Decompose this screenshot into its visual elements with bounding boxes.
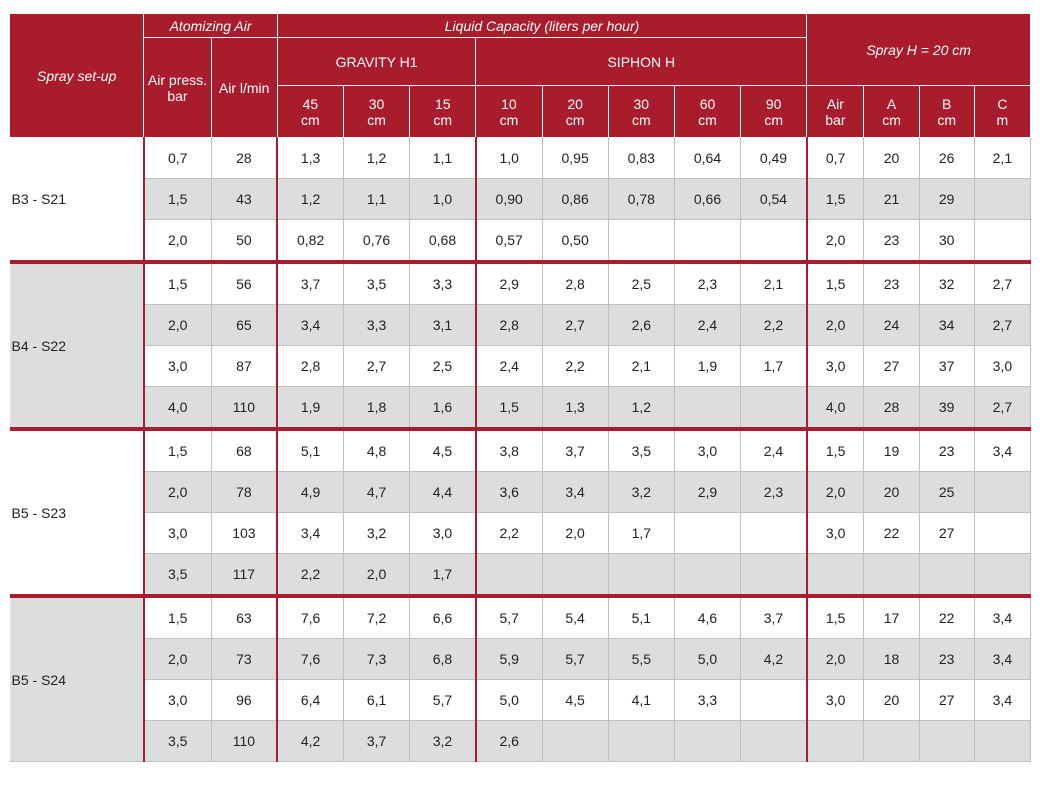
table-cell: 3,0	[410, 513, 476, 554]
table-row	[10, 179, 1031, 220]
table-cell: 4,0	[144, 387, 211, 430]
table-cell: 2,1	[974, 138, 1030, 179]
table-cell: 2,7	[974, 305, 1030, 346]
table-cell: 103	[211, 513, 277, 554]
header-subcolumn: A cm	[864, 86, 919, 138]
group-label: B4 - S22	[10, 262, 144, 429]
table-cell	[741, 680, 807, 721]
table-cell	[542, 721, 608, 762]
table-cell: 5,4	[542, 596, 608, 639]
table-cell: 29	[919, 179, 974, 220]
table-cell: 5,7	[476, 596, 542, 639]
table-cell: 0,86	[542, 179, 608, 220]
table-cell: 3,5	[608, 429, 674, 472]
table-cell	[807, 721, 864, 762]
table-cell: 2,0	[343, 554, 409, 597]
header-subcolumn: 20 cm	[542, 86, 608, 138]
table-cell	[919, 721, 974, 762]
header-subcolumn: B cm	[919, 86, 974, 138]
table-cell: 25	[919, 472, 974, 513]
table-cell: 2,8	[542, 262, 608, 305]
table-cell	[741, 554, 807, 597]
table-cell: 4,2	[741, 639, 807, 680]
table-cell	[974, 721, 1030, 762]
table-cell	[542, 554, 608, 597]
table-cell	[608, 721, 674, 762]
table-cell: 3,2	[410, 721, 476, 762]
table-cell: 18	[864, 639, 919, 680]
header-subcolumn: 15 cm	[410, 86, 476, 138]
table-cell: 2,9	[674, 472, 740, 513]
header-subcolumn: 60 cm	[674, 86, 740, 138]
table-cell: 3,0	[144, 513, 211, 554]
table-cell: 2,3	[741, 472, 807, 513]
table-cell: 2,6	[476, 721, 542, 762]
table-cell: 2,8	[476, 305, 542, 346]
table-cell: 2,1	[608, 346, 674, 387]
table-cell	[674, 387, 740, 430]
table-cell: 6,4	[277, 680, 343, 721]
group-label: B5 - S24	[10, 596, 144, 762]
table-cell: 2,5	[608, 262, 674, 305]
table-cell: 2,3	[674, 262, 740, 305]
table-cell: 1,2	[277, 179, 343, 220]
table-cell: 1,2	[343, 138, 409, 179]
table-cell	[674, 554, 740, 597]
table-cell: 4,5	[410, 429, 476, 472]
table-body	[10, 138, 1031, 762]
table-cell: 1,9	[674, 346, 740, 387]
table-cell: 3,1	[410, 305, 476, 346]
table-cell: 0,49	[741, 138, 807, 179]
table-cell: 96	[211, 680, 277, 721]
table-row	[10, 220, 1031, 263]
table-cell: 23	[864, 220, 919, 263]
table-cell: 2,7	[974, 387, 1030, 430]
table-cell	[741, 387, 807, 430]
header-subcolumn: 30 cm	[608, 86, 674, 138]
table-cell: 1,3	[277, 138, 343, 179]
table-row	[10, 680, 1031, 721]
table-cell: 6,6	[410, 596, 476, 639]
table-cell: 2,0	[144, 472, 211, 513]
table-cell: 0,66	[674, 179, 740, 220]
table-cell: 0,7	[144, 138, 211, 179]
table-row	[10, 429, 1031, 472]
table-cell: 5,7	[410, 680, 476, 721]
table-row	[10, 472, 1031, 513]
table-cell: 28	[864, 387, 919, 430]
table-cell: 1,5	[144, 262, 211, 305]
table-cell	[974, 179, 1030, 220]
table-cell: 23	[919, 639, 974, 680]
table-cell: 117	[211, 554, 277, 597]
table-cell: 1,2	[608, 387, 674, 430]
table-cell: 0,76	[343, 220, 409, 263]
table-cell: 3,5	[343, 262, 409, 305]
table-cell: 4,6	[674, 596, 740, 639]
table-cell: 3,0	[807, 346, 864, 387]
table-cell: 3,3	[343, 305, 409, 346]
table-cell: 2,4	[674, 305, 740, 346]
table-cell: 1,3	[542, 387, 608, 430]
table-cell: 78	[211, 472, 277, 513]
table-cell: 2,1	[741, 262, 807, 305]
table-cell: 2,0	[807, 472, 864, 513]
table-cell: 0,50	[542, 220, 608, 263]
table-cell: 2,0	[542, 513, 608, 554]
table-row	[10, 305, 1031, 346]
table-row	[10, 262, 1031, 305]
group-label: B3 - S21	[10, 138, 144, 263]
table-cell: 28	[211, 138, 277, 179]
table-cell: 0,64	[674, 138, 740, 179]
header-subcolumn: Air bar	[807, 86, 864, 138]
table-cell: 3,7	[542, 429, 608, 472]
table-cell: 1,5	[144, 596, 211, 639]
table-cell: 23	[919, 429, 974, 472]
table-cell: 2,0	[807, 305, 864, 346]
table-cell	[741, 513, 807, 554]
table-cell	[741, 220, 807, 263]
table-cell: 0,57	[476, 220, 542, 263]
table-cell: 7,3	[343, 639, 409, 680]
table-cell: 19	[864, 429, 919, 472]
table-cell: 4,8	[343, 429, 409, 472]
table-cell: 2,9	[476, 262, 542, 305]
table-cell: 3,0	[144, 680, 211, 721]
table-cell	[864, 554, 919, 597]
table-cell: 2,8	[277, 346, 343, 387]
table-cell: 3,4	[542, 472, 608, 513]
table-cell: 3,7	[343, 721, 409, 762]
table-cell	[608, 554, 674, 597]
table-row	[10, 721, 1031, 762]
table-cell: 110	[211, 387, 277, 430]
table-cell: 3,4	[974, 596, 1030, 639]
header-spray-h: Spray H = 20 cm	[807, 14, 1031, 86]
table-cell: 2,0	[144, 220, 211, 263]
table-cell: 56	[211, 262, 277, 305]
table-header	[10, 14, 1031, 138]
table-row	[10, 596, 1031, 639]
table-cell: 5,1	[277, 429, 343, 472]
table-cell: 2,0	[144, 305, 211, 346]
table-cell: 1,8	[343, 387, 409, 430]
table-cell: 7,6	[277, 639, 343, 680]
table-cell	[974, 554, 1030, 597]
header-subcolumn: 30 cm	[343, 86, 409, 138]
table-cell: 0,95	[542, 138, 608, 179]
table-row	[10, 387, 1031, 430]
table-cell: 3,4	[974, 680, 1030, 721]
table-cell	[674, 220, 740, 263]
table-cell: 2,7	[343, 346, 409, 387]
group-label: B5 - S23	[10, 429, 144, 596]
header-subcolumn: 10 cm	[476, 86, 542, 138]
table-cell: 7,2	[343, 596, 409, 639]
table-cell	[974, 220, 1030, 263]
table-row	[10, 639, 1031, 680]
table-cell: 20	[864, 138, 919, 179]
header-subcolumn: 90 cm	[741, 86, 807, 138]
table-cell: 1,6	[410, 387, 476, 430]
table-cell: 3,3	[410, 262, 476, 305]
table-cell: 1,5	[476, 387, 542, 430]
table-cell: 4,4	[410, 472, 476, 513]
table-cell: 3,5	[144, 554, 211, 597]
table-cell: 6,1	[343, 680, 409, 721]
table-cell: 2,7	[542, 305, 608, 346]
table-cell: 2,6	[608, 305, 674, 346]
table-cell: 2,5	[410, 346, 476, 387]
table-cell: 5,5	[608, 639, 674, 680]
table-cell: 37	[919, 346, 974, 387]
table-cell: 2,0	[807, 220, 864, 263]
table-cell: 0,54	[741, 179, 807, 220]
header-siphon: SIPHON H	[476, 38, 807, 86]
table-cell: 3,7	[277, 262, 343, 305]
table-cell: 32	[919, 262, 974, 305]
table-cell: 2,4	[476, 346, 542, 387]
table-cell	[674, 513, 740, 554]
table-cell: 39	[919, 387, 974, 430]
table-cell: 7,6	[277, 596, 343, 639]
table-cell: 1,7	[608, 513, 674, 554]
table-cell: 5,0	[674, 639, 740, 680]
table-cell: 4,9	[277, 472, 343, 513]
table-cell: 1,5	[807, 429, 864, 472]
table-cell: 5,1	[608, 596, 674, 639]
table-cell	[608, 220, 674, 263]
table-cell: 65	[211, 305, 277, 346]
header-air-lmin: Air l/min	[211, 38, 277, 138]
table-cell: 1,5	[807, 179, 864, 220]
table-cell: 27	[919, 680, 974, 721]
table-cell: 22	[919, 596, 974, 639]
table-cell: 1,5	[144, 429, 211, 472]
table-cell: 21	[864, 179, 919, 220]
table-cell: 3,4	[277, 305, 343, 346]
table-cell: 4,1	[608, 680, 674, 721]
table-cell: 1,5	[807, 596, 864, 639]
header-spray-setup: Spray set-up	[10, 14, 144, 138]
table-cell	[919, 554, 974, 597]
table-cell: 3,0	[674, 429, 740, 472]
table-cell: 17	[864, 596, 919, 639]
table-cell: 2,7	[974, 262, 1030, 305]
table-cell: 3,4	[277, 513, 343, 554]
table-cell: 3,2	[343, 513, 409, 554]
table-cell: 68	[211, 429, 277, 472]
table-row	[10, 554, 1031, 597]
table-cell: 5,7	[542, 639, 608, 680]
table-cell: 87	[211, 346, 277, 387]
table-cell: 1,9	[277, 387, 343, 430]
table-cell: 3,7	[741, 596, 807, 639]
table-cell: 5,0	[476, 680, 542, 721]
header-subcolumn: C m	[974, 86, 1030, 138]
table-cell: 3,8	[476, 429, 542, 472]
table-cell: 3,5	[144, 721, 211, 762]
table-cell: 2,0	[807, 639, 864, 680]
table-cell: 1,0	[476, 138, 542, 179]
table-cell: 1,7	[410, 554, 476, 597]
table-cell: 0,78	[608, 179, 674, 220]
table-cell: 0,83	[608, 138, 674, 179]
table-cell: 73	[211, 639, 277, 680]
table-cell: 2,2	[476, 513, 542, 554]
table-cell	[476, 554, 542, 597]
table-cell: 3,4	[974, 639, 1030, 680]
table-cell: 1,5	[807, 262, 864, 305]
table-cell: 20	[864, 680, 919, 721]
table-cell	[974, 472, 1030, 513]
table-cell: 24	[864, 305, 919, 346]
table-cell: 20	[864, 472, 919, 513]
table-cell: 27	[864, 346, 919, 387]
table-cell: 1,7	[741, 346, 807, 387]
table-cell	[974, 513, 1030, 554]
table-cell: 5,9	[476, 639, 542, 680]
spray-table-container	[9, 13, 1031, 762]
header-air-press: Air press. bar	[144, 38, 211, 138]
table-cell: 0,7	[807, 138, 864, 179]
table-cell	[864, 721, 919, 762]
table-cell: 3,0	[807, 680, 864, 721]
table-cell: 3,3	[674, 680, 740, 721]
table-cell	[674, 721, 740, 762]
table-cell: 27	[919, 513, 974, 554]
table-cell: 3,2	[608, 472, 674, 513]
table-cell: 4,5	[542, 680, 608, 721]
table-cell: 3,4	[974, 429, 1030, 472]
table-cell	[741, 721, 807, 762]
table-cell: 34	[919, 305, 974, 346]
header-subcolumn: 45 cm	[277, 86, 343, 138]
table-cell: 3,6	[476, 472, 542, 513]
spray-data-table	[9, 13, 1031, 762]
table-cell: 2,2	[542, 346, 608, 387]
table-cell: 1,0	[410, 179, 476, 220]
table-cell: 3,0	[144, 346, 211, 387]
header-liquid-capacity: Liquid Capacity (liters per hour)	[277, 14, 807, 38]
table-cell	[807, 554, 864, 597]
table-cell: 2,0	[144, 639, 211, 680]
table-cell: 43	[211, 179, 277, 220]
table-cell: 0,82	[277, 220, 343, 263]
table-cell: 63	[211, 596, 277, 639]
table-cell: 22	[864, 513, 919, 554]
table-cell: 2,2	[741, 305, 807, 346]
header-atomizing-air: Atomizing Air	[144, 14, 277, 38]
table-cell: 6,8	[410, 639, 476, 680]
table-cell: 1,1	[343, 179, 409, 220]
table-cell: 1,1	[410, 138, 476, 179]
table-cell: 3,0	[974, 346, 1030, 387]
table-cell: 50	[211, 220, 277, 263]
table-cell: 1,5	[144, 179, 211, 220]
table-cell: 4,7	[343, 472, 409, 513]
table-row	[10, 513, 1031, 554]
table-row	[10, 138, 1031, 179]
table-cell: 2,2	[277, 554, 343, 597]
table-cell: 30	[919, 220, 974, 263]
table-cell: 0,68	[410, 220, 476, 263]
table-cell: 110	[211, 721, 277, 762]
table-cell: 4,0	[807, 387, 864, 430]
table-cell: 26	[919, 138, 974, 179]
table-row	[10, 346, 1031, 387]
header-gravity: GRAVITY H1	[277, 38, 476, 86]
table-cell: 3,0	[807, 513, 864, 554]
table-cell: 4,2	[277, 721, 343, 762]
table-cell: 2,4	[741, 429, 807, 472]
table-cell: 23	[864, 262, 919, 305]
table-cell: 0,90	[476, 179, 542, 220]
